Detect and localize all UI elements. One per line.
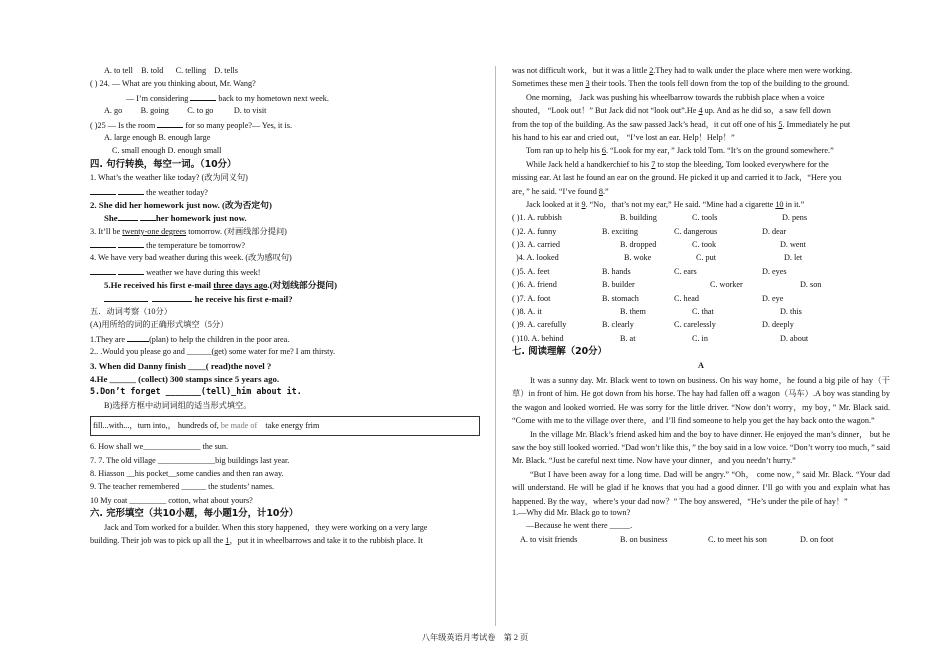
cloze-p2 [512, 79, 890, 92]
cloze-p8-a: While Jack held a handkerchief to his [526, 159, 652, 169]
phrase-box [90, 416, 480, 436]
s1-blank-1[interactable] [90, 187, 116, 195]
cloze-blank-9: 9 [581, 199, 586, 209]
cloze-blank-3: 3 [585, 79, 590, 89]
cloze-option: ( )3. A. carried [512, 240, 560, 250]
reading-q1-options [512, 535, 890, 548]
reading-paragraph-2: In the village Mr. Black’s friend asked him and the boy to have dinner. He enjoyed the man’s dinner， but he saw the boy still looked worried. “Dad won’t like this，” the boy said in a low voice. “Don’t worry too much，” said Mr. Black. “Just be careful next time. Now have your dinner，and you needn’t hurry.” [512, 429, 890, 466]
cloze-option-row [512, 307, 890, 320]
right-column [512, 66, 890, 548]
cloze-p1 [512, 66, 890, 79]
passage-label: A [698, 360, 704, 370]
q25-blank[interactable] [157, 120, 183, 128]
cloze-p1-b: .They had to walk under the place where men were working. [653, 66, 852, 75]
column-divider [495, 66, 496, 626]
cloze-blank-8: 8 [598, 186, 603, 196]
b10: 10 My coat _________ cotton, what about yours? [90, 495, 253, 505]
s5-blank-2[interactable] [152, 294, 192, 302]
cloze-option: D. deeply [762, 320, 794, 330]
cloze-p7-a: Tom ran up to help his [526, 146, 602, 156]
s3-blank-2[interactable] [118, 240, 144, 248]
s1-blank-2[interactable] [118, 187, 144, 195]
cloze-options [512, 213, 890, 347]
s1-answer [90, 187, 480, 200]
cloze-option: C. tools [692, 213, 718, 223]
s1-answer-text: the weather today? [144, 187, 208, 197]
cloze-option: C. worker [710, 280, 743, 290]
cloze-option: ( )5. A. feet [512, 266, 550, 276]
cloze-option: ( )1. A. rubbish [512, 213, 562, 223]
cloze-option-row [512, 253, 890, 266]
phrase-box-c: take energy frim [257, 421, 320, 431]
cloze-p1-a: was not difficult work，but it was a little [512, 66, 650, 75]
cloze-option: C. put [696, 253, 717, 263]
cloze-option: D. eye [762, 293, 784, 303]
q25-option-2: C. small enough D. enough small [112, 146, 222, 156]
v1-pre: 1.They are [90, 334, 128, 344]
b7: 7. 7. The old village ______________big buildings last year. [90, 455, 290, 465]
cloze-option: ( )10. A. behind [512, 333, 564, 343]
cloze-line-2-pre: building. Their job was to pick up all the [90, 535, 226, 545]
cloze-p10-a: are，” he said. “I’ve found [512, 186, 599, 196]
cloze-option: ( )9. A. carefully [512, 320, 567, 330]
reading-q1: 1.—Why did Mr. Black go to town? [512, 508, 631, 518]
cloze-option: B. building [620, 213, 657, 223]
cloze-p4 [512, 106, 890, 119]
s3-blank-1[interactable] [90, 240, 116, 248]
cloze-option: ( )2. A. funny [512, 226, 557, 236]
cloze-blank-1: 1 [225, 535, 230, 545]
s3-pre: 3. It’ll be [90, 226, 123, 236]
v1-post: (plan) to help the children in the poor area. [149, 334, 290, 344]
cloze-p9: missing ear. At last he found an ear on the ground. He picked it up and carried it to Jack，“Here you [512, 173, 842, 183]
phrase-box-b: be made of [220, 421, 258, 431]
s3-answer-text: the temperature be tomorrow? [144, 241, 245, 251]
cloze-option: B. woke [624, 253, 652, 263]
s2-answer [90, 213, 480, 226]
s5-prompt [90, 280, 480, 293]
cloze-p2-a: Sometimes these men [512, 79, 586, 89]
page-footer: 八年级英语月考试卷 第 2 页 [421, 633, 529, 642]
cloze-option: B. them [620, 307, 646, 317]
cloze-option: )4. A. looked [516, 253, 559, 263]
cloze-option-row [512, 213, 890, 226]
v1-blank[interactable] [127, 334, 149, 342]
cloze-p6: his hand to his ear and cried out， “I’ve lost an ear. Help！Help！” [512, 132, 735, 142]
cloze-option: D. this [780, 307, 802, 317]
cloze-blank-10: 10 [775, 199, 784, 209]
cloze-blank-5: 5 [778, 119, 783, 129]
q25-option-1: A. large enough B. enough large [104, 132, 211, 142]
cloze-option: D. dear [762, 226, 787, 236]
cloze-p4-b: up. And as he did so，a saw fell down [702, 106, 831, 116]
s4-blank-2[interactable] [118, 267, 144, 275]
cloze-option: ( )6. A. friend [512, 280, 557, 290]
cloze-p8-b: to stop the bleeding, Tom looked everywhere for the [655, 159, 829, 169]
cloze-line-2 [90, 536, 480, 549]
s2-answer-a: She [104, 213, 118, 224]
cloze-p8 [512, 160, 890, 173]
s2-blank-2[interactable] [140, 213, 156, 221]
cloze-option-row [512, 280, 890, 293]
reading-q1-option: A. to visit friends [520, 534, 578, 544]
s4-blank-1[interactable] [90, 267, 116, 275]
v4: 4.He ______ (collect) 300 stamps since 5 years ago. [90, 373, 280, 384]
cloze-option: C. took [692, 240, 717, 250]
cloze-option: B. hands [602, 266, 631, 276]
reading-q1-option: B. on business [620, 534, 668, 544]
cloze-p2-b: their tools. Then the tools fell down from the top of the building to the ground. [589, 79, 850, 89]
cloze-p11-a: Jack looked at it [526, 199, 582, 209]
cloze-option: B. dropped [620, 240, 657, 250]
cloze-option: B. exciting [602, 226, 638, 236]
cloze-option: C. head [674, 293, 700, 303]
q24-answer-post: back to my hometown next week. [216, 93, 329, 103]
cloze-p3: One morning， Jack was pushing his wheelbarrow towards the rubbish place when a voice [526, 92, 825, 102]
cloze-option: C. that [692, 307, 714, 317]
cloze-p5-a: from the top of the building. As the saw passed Jack’s head，it cut off one of his [512, 119, 779, 129]
v1 [90, 334, 480, 347]
b9: 9. The teacher remembered ______ the students’ names. [90, 482, 275, 492]
cloze-line-2-post: ，put it in wheelbarrows and take it to the rubbish place. It [229, 535, 423, 545]
cloze-p11 [512, 200, 890, 213]
cloze-option: D. let [784, 253, 803, 263]
cloze-option: C. in [692, 333, 708, 343]
reading-q1-answer: —Because he went there _____. [526, 521, 633, 531]
cloze-option: D. eyes [762, 266, 787, 276]
q25-question [90, 120, 480, 133]
cloze-p10-b: .” [602, 186, 609, 196]
s5-blank-1[interactable] [104, 294, 148, 302]
q24-question: ( ) 24. — What are you thinking about, Mr. Wang? [90, 79, 256, 89]
reading-q1-option: D. on foot [800, 534, 834, 544]
reading-paragraph-3: “But I have been away for a long time. Dad will be angry.” “Oh， come now，” said Mr. Black. “Your dad will understand. He will be glad if he knows that you had a good dinner. I’ll go with you and explain what has happened. By the way，where’s your dad now？” The boy answered，“He’s under the pile of hay！” [512, 469, 890, 506]
cloze-p5 [512, 120, 890, 133]
b6: 6. How shall we______________ the sun. [90, 442, 229, 452]
q24-options: A. go B. going C. to go D. to visit [104, 106, 267, 116]
section-5b-heading: B)选择方框中动词词组的适当形式填空。 [104, 400, 252, 410]
cloze-option-row [512, 227, 890, 240]
cloze-option: B. stomach [602, 293, 639, 303]
section-7-heading: 七. 阅读理解（20分） [512, 346, 607, 358]
cloze-p7 [512, 146, 890, 159]
cloze-option: C. ears [674, 266, 697, 276]
cloze-option-row [512, 240, 890, 253]
s3-prompt [90, 227, 480, 240]
q24-blank[interactable] [190, 93, 216, 101]
phrase-box-a: fill...with...，turn into,， hundreds of, [93, 421, 221, 431]
cloze-blank-7: 7 [651, 159, 656, 169]
section-5-heading: 五．动词考察（10分） [90, 307, 172, 317]
s5-answer-text: he receive his first e-mail? [192, 293, 293, 304]
s5-answer [90, 294, 480, 307]
q24-answer-pre: — I’m considering [126, 93, 191, 103]
cloze-option: D. pens [782, 213, 808, 223]
cloze-option: ( )7. A. foot [512, 293, 551, 303]
v2: 2.. .Would you please go and ______(get) some water for me? I am thirsty. [90, 347, 336, 357]
cloze-line-1: Jack and Tom worked for a builder. When this story happened，they were working on a very large [104, 522, 428, 532]
cloze-option: D. son [800, 280, 822, 290]
s3-post: tomorrow. (对画线部分提问) [186, 226, 287, 236]
cloze-p11-b: . “No，that’s not my ear,” He said. “Mine had a cigarette [585, 199, 776, 209]
cloze-option: C. carelessly [674, 320, 716, 330]
section-4-heading: 四. 句行转换，每空一词。（10分） [90, 158, 237, 170]
section-6-heading: 六. 完形填空（共10小题，每小题1分，计10分） [90, 508, 299, 520]
s3-underlined: twenty-one degrees [122, 226, 187, 236]
s4-answer [90, 267, 480, 280]
cloze-option-row [512, 294, 890, 307]
cloze-blank-4: 4 [698, 106, 703, 116]
s4-answer-text: weather we have during this week! [144, 267, 261, 277]
s1-prompt: 1. What’s the weather like today? (改为同义句) [90, 173, 248, 183]
cloze-p4-a: shouted， “Look out！” But Jack did not “look out”.He [512, 106, 699, 116]
cloze-p7-b: . “Look for my ear，” Jack told Tom. “It’s on the ground somewhere.” [605, 146, 834, 156]
q23-options: A. to tell B. told C. telling D. tells [104, 66, 238, 75]
cloze-option: B. builder [602, 280, 635, 290]
cloze-option: D. about [780, 333, 809, 343]
q25-post: for so many people?— Yes, it is. [183, 120, 293, 130]
cloze-p5-b: . Immediately he put [782, 119, 851, 129]
left-column [90, 66, 480, 549]
cloze-option: B. at [620, 333, 636, 343]
s5-pre: 5.He received his first e-mail [104, 280, 214, 291]
q24-answer-line [90, 93, 480, 106]
cloze-option: C. dangerous [674, 226, 718, 236]
s5-underlined: three days ago [213, 280, 268, 291]
s4-prompt: 4. We have very bad weather during this week. (改为感叹句) [90, 253, 292, 263]
s5-post: .(对划线部分提问) [267, 280, 338, 291]
reading-paragraph-1: It was a sunny day. Mr. Black went to town on business. On his way home，he found a big pile of hay（干草）in front of him. He got down from his horse. The hay had fallen off a wagon（马车）.A boy was standing by the wagon and looked worried. He was sorry for the little driver. “Now don’t worry，my boy，” Mr. Black said. “Come with me to the village over there，and I’ll find someone to help you get the hay back onto the wagon.” [512, 375, 890, 426]
v5: 5.Don’t forget _______(tell)_him about it. [90, 386, 302, 397]
s2-prompt: 2. She did her homework just now. (改为否定句) [90, 199, 272, 210]
cloze-option-row [512, 320, 890, 333]
s2-blank-1[interactable] [118, 213, 138, 221]
reading-q1-option: C. to meet his son [708, 534, 767, 544]
v3: 3. When did Danny finish ____( read)the novel ? [90, 360, 272, 371]
cloze-option: B. clearly [602, 320, 634, 330]
b8: 8. Hiasson __his pocket__some candies and then ran away. [90, 468, 284, 478]
cloze-option-row [512, 267, 890, 280]
cloze-p11-c: in it.” [783, 199, 805, 209]
s3-answer [90, 240, 480, 253]
s2-answer-b: her homework just now. [155, 213, 247, 224]
q25-pre: ( )25 — Is the room [90, 120, 158, 130]
cloze-option: D. went [780, 240, 806, 250]
cloze-option: ( )8. A. it [512, 307, 542, 317]
section-5a-heading: (A)用所给的词的正确形式填空（5分） [90, 320, 229, 330]
cloze-blank-6: 6 [601, 146, 606, 156]
cloze-blank-2: 2 [649, 66, 654, 75]
cloze-p10 [512, 187, 890, 200]
